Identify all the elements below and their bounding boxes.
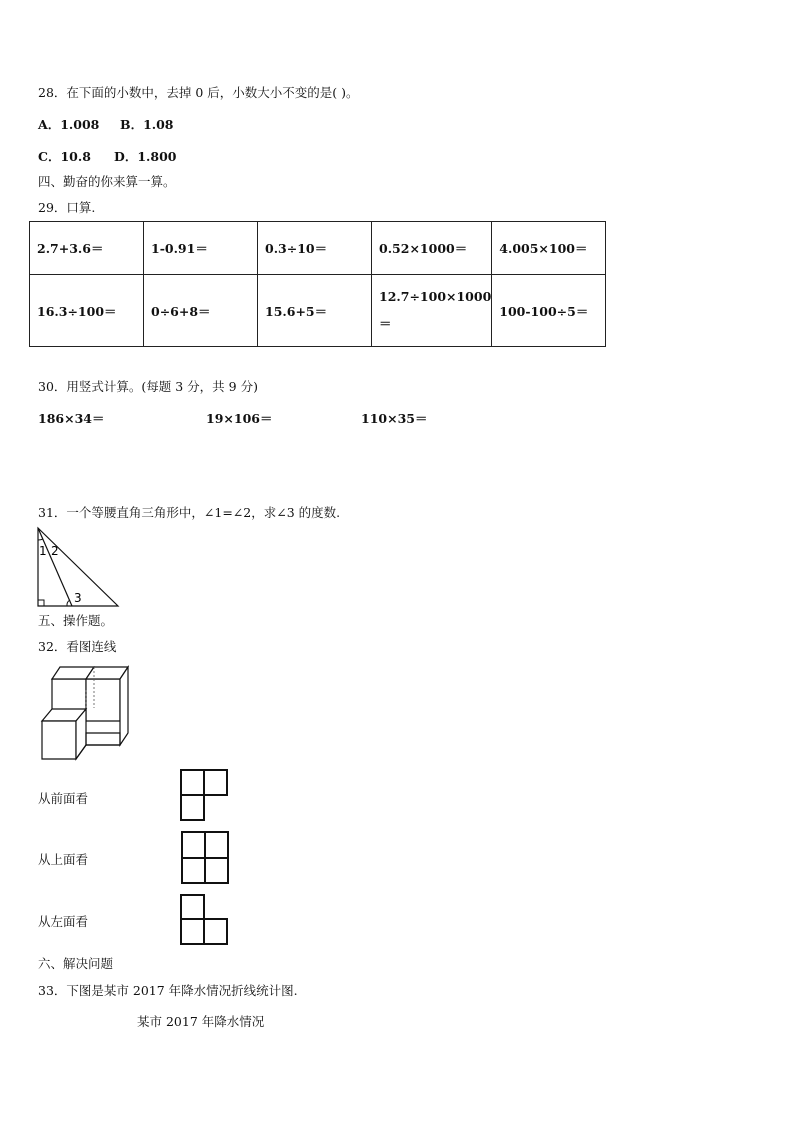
table-cell: 15.6+5＝ (258, 275, 372, 347)
q30-expr-3: 110×35＝ (361, 411, 428, 426)
table-cell: 0÷6+8＝ (144, 275, 258, 347)
table-cell-line1: 12.7÷100×1000 (379, 289, 492, 304)
q28-option-c: C．10.8 (38, 149, 91, 164)
q30-expr-1: 186×34＝ (38, 411, 105, 426)
table-cell: 2.7+3.6＝ (30, 222, 144, 275)
view-label-top: 从上面看 (38, 852, 89, 867)
table-cell-line2: ＝ (379, 316, 392, 331)
table-cell: 0.52×1000＝ (372, 222, 492, 275)
view-label-front: 从前面看 (38, 791, 89, 806)
section4-title: 四、勤奋的你来算一算。 (38, 174, 176, 189)
angle-label-2: 2 (51, 544, 59, 558)
q33-stem: 33．下图是某市 2017 年降水情况折线统计图. (38, 983, 298, 998)
q29-stem: 29．口算. (38, 200, 96, 215)
section6-title: 六、解决问题 (38, 956, 114, 971)
q28-stem: 28．在下面的小数中，去掉 0 后，小数大小不变的是( )。 (38, 85, 359, 100)
table-cell: 0.3÷10＝ (258, 222, 372, 275)
section5-title: 五、操作题。 (38, 613, 114, 628)
table-cell: 4.005×100＝ (492, 222, 606, 275)
q28-option-a: A．1.008 (38, 117, 100, 132)
q28-option-d: D．1.800 (114, 149, 177, 164)
table-cell: 100-100÷5＝ (492, 275, 606, 347)
angle-label-3: 3 (74, 591, 82, 605)
q32-stem: 32．看图连线 (38, 639, 117, 654)
table-cell: 1-0.91＝ (144, 222, 258, 275)
angle-label-1: 1 (39, 544, 47, 558)
table-cell: 16.3÷100＝ (30, 275, 144, 347)
chart-title: 某市 2017 年降水情况 (137, 1014, 265, 1029)
view-label-left: 从左面看 (38, 914, 89, 929)
q28-option-b: B．1.08 (120, 117, 174, 132)
q30-expr-2: 19×106＝ (206, 411, 273, 426)
q30-stem: 30．用竖式计算。(每题 3 分，共 9 分) (38, 379, 258, 394)
q31-stem: 31．一个等腰直角三角形中，∠1=∠2，求∠3 的度数. (38, 505, 341, 520)
